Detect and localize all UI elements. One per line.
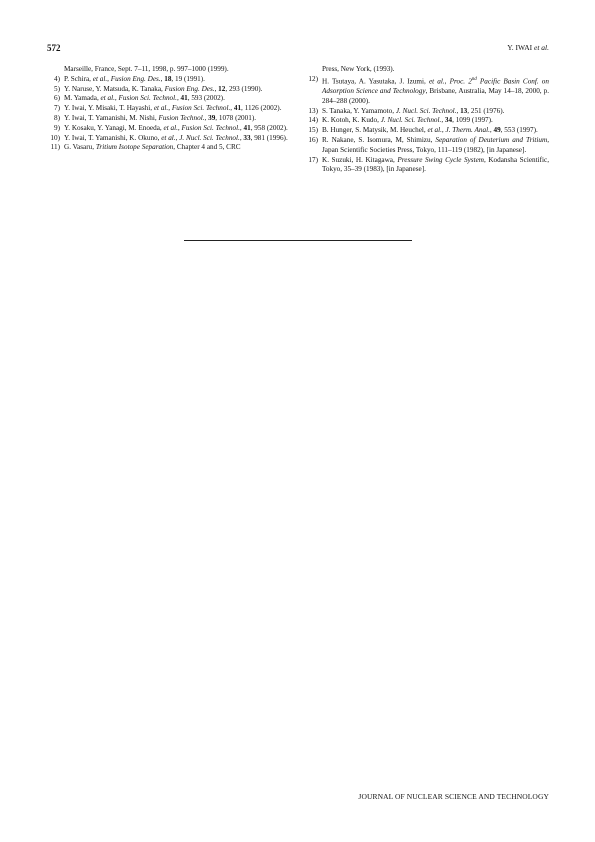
reference-text-segment: Y. Iwai, Y. Misaki, T. Hayashi, <box>64 104 154 113</box>
reference-text-segment: 18 <box>164 74 172 83</box>
reference-text-segment: Fusion Sci. Technol. <box>118 94 177 103</box>
reference-text <box>64 114 291 124</box>
reference-text-segment: 41 <box>180 94 188 103</box>
reference-text-segment: 49 <box>493 126 501 135</box>
reference-text-segment: , 293 (1990). <box>225 84 263 93</box>
reference-entry <box>47 124 291 134</box>
reference-text-segment: , <box>204 113 209 122</box>
reference-text-segment: 41 <box>233 104 242 113</box>
reference-text <box>322 75 549 107</box>
reference-number: 7) <box>54 104 60 113</box>
reference-text-segment: Press, New York, (1993). <box>322 65 395 73</box>
reference-text-segment: , <box>444 77 450 86</box>
reference-entry <box>47 114 291 124</box>
end-of-article-rule <box>184 240 412 241</box>
reference-text-segment: , 1099 (1997). <box>452 116 493 125</box>
reference-number <box>47 65 64 75</box>
reference-text-segment: Fusion Eng. Des. <box>164 84 215 93</box>
reference-text-segment: Fusion Eng. Des. <box>110 74 161 83</box>
reference-text-segment: 39 <box>208 113 216 122</box>
reference-text-segment: , <box>441 126 446 135</box>
reference-number: 8) <box>54 113 60 122</box>
reference-text-segment: , 593 (2002). <box>187 94 225 103</box>
reference-number: 17) <box>308 155 318 164</box>
reference-text <box>64 65 291 75</box>
reference-entry <box>305 126 549 136</box>
reference-entry <box>305 116 549 126</box>
reference-text-segment: Fusion Sci. Technol. <box>171 104 231 113</box>
reference-text-segment: , 981 (1996). <box>250 133 288 142</box>
reference-text-segment: R. Nakane, S. Isomura, M, Shimizu, <box>322 135 436 144</box>
reference-text-segment: Marseille, France, Sept. 7–11, 1998, p. 997–1000 (1999). <box>64 65 229 73</box>
reference-entry <box>305 107 549 117</box>
reference-number: 10) <box>50 133 60 142</box>
reference-text <box>64 75 291 85</box>
reference-text-segment: , <box>214 84 219 93</box>
reference-entry <box>305 75 549 107</box>
reference-number: 5) <box>54 84 60 93</box>
reference-entry <box>305 136 549 156</box>
reference-number: 11) <box>50 143 60 152</box>
reference-text-segment: et al. <box>428 77 445 86</box>
reference-text-segment: , <box>456 106 461 115</box>
reference-text-segment: , <box>168 104 172 113</box>
running-head-etal: et al. <box>534 43 549 52</box>
reference-text-segment: nd <box>471 76 477 82</box>
reference-text <box>64 85 291 95</box>
reference-text-segment: , <box>239 123 244 132</box>
journal-footer: JOURNAL OF NUCLEAR SCIENCE AND TECHNOLOGY <box>358 792 549 801</box>
reference-text-segment: et al. <box>92 74 108 83</box>
reference-text-segment: , <box>176 94 181 103</box>
reference-text-segment: P. Schira, <box>64 74 93 83</box>
reference-text-segment: , <box>489 126 494 135</box>
reference-text <box>64 104 291 114</box>
reference-text-segment: , 251 (1976). <box>467 106 505 115</box>
reference-text <box>64 143 291 153</box>
reference-text <box>64 94 291 104</box>
reference-entry <box>47 85 291 95</box>
reference-entry <box>47 65 291 75</box>
reference-text-segment: J. Nucl. Sci. Technol. <box>179 133 240 142</box>
reference-entry <box>305 156 549 176</box>
running-head-author: Y. IWAI <box>507 43 534 52</box>
reference-text-segment: M. Yamada, <box>64 94 101 103</box>
reference-number: 14) <box>308 116 318 125</box>
reference-number: 4) <box>54 74 60 83</box>
reference-text <box>64 134 291 144</box>
page-number: 572 <box>47 43 61 53</box>
reference-text-segment: J. Therm. Anal. <box>445 126 490 135</box>
reference-text-segment: , 553 (1997). <box>500 126 538 135</box>
reference-number: 12) <box>308 74 318 83</box>
reference-text-segment: Pressure Swing Cycle System <box>397 155 484 164</box>
reference-text-segment: Separation of Deuterium and Tritium <box>435 135 548 144</box>
reference-text-segment: , <box>441 116 445 125</box>
references-right-column <box>305 65 549 175</box>
reference-text-segment: 41 <box>243 123 251 132</box>
reference-text-segment: , Chapter 4 and 5, CRC <box>173 143 241 152</box>
reference-text-segment: G. Vasaru, <box>64 143 96 152</box>
reference-text-segment: 34 <box>444 116 453 125</box>
reference-entry <box>47 143 291 153</box>
reference-text-segment: S. Tanaka, Y. Yamamoto, <box>322 106 396 115</box>
reference-text-segment: , <box>230 104 234 113</box>
reference-number: 15) <box>308 126 318 135</box>
reference-text-segment: et al. <box>427 126 442 135</box>
reference-text-segment: H. Tsutaya, A. Yasutaka, J. Izumi, <box>322 77 429 86</box>
reference-text-segment: et al. <box>100 94 115 103</box>
reference-text-segment: , 19 (1991). <box>171 74 205 83</box>
reference-text-segment: , <box>107 74 111 83</box>
reference-text-segment: 13 <box>460 106 468 115</box>
running-head <box>507 43 549 52</box>
reference-text-segment: Y. Naruse, Y. Matsuda, K. Tanaka, <box>64 84 165 93</box>
reference-text-segment: Tritium Isotope Separation <box>95 143 174 152</box>
reference-entry <box>47 134 291 144</box>
reference-text <box>322 107 549 117</box>
reference-text-segment: K. Kotoh, K. Kudo, <box>322 116 381 125</box>
reference-number: 9) <box>54 123 60 132</box>
reference-number: 13) <box>308 106 318 115</box>
reference-number <box>305 65 322 75</box>
reference-entry <box>47 104 291 114</box>
reference-text-segment: Fusion Technol. <box>158 113 205 122</box>
reference-text-segment: , 1078 (2001). <box>215 113 257 122</box>
reference-text-segment: Proc. 2 <box>449 77 472 86</box>
reference-number: 16) <box>308 135 318 144</box>
reference-text-segment: , Brisbane, Australia, May 14–18, 2000, p. 284–288 (2000). <box>322 86 549 105</box>
reference-text-segment: Pacific Basin Conf. on Adsorption Science and Technology <box>322 77 549 95</box>
reference-entry <box>305 65 549 75</box>
reference-text-segment: , <box>160 74 165 83</box>
reference-text-segment: 12 <box>218 84 226 93</box>
reference-text-segment: , <box>239 133 244 142</box>
reference-text-segment: 33 <box>243 133 251 142</box>
reference-text-segment: et al. <box>161 133 176 142</box>
reference-text-segment: Y. Kosaku, Y. Yanagi, M. Enoeda, <box>64 123 164 132</box>
references-left-column <box>47 65 291 153</box>
reference-text-segment: et al. <box>163 123 178 132</box>
reference-text <box>322 136 549 156</box>
reference-text <box>322 126 549 136</box>
reference-entry <box>47 94 291 104</box>
reference-text <box>322 65 549 75</box>
reference-text-segment: B. Hunger, S. Matysik, M. Heuchel, <box>322 126 428 135</box>
reference-text-segment: J. Nucl. Sci. Technol. <box>395 106 457 115</box>
reference-text-segment: J. Nucl. Sci. Technol. <box>380 116 442 125</box>
reference-text <box>64 124 291 134</box>
reference-entry <box>47 75 291 85</box>
reference-text-segment: , <box>177 123 182 132</box>
reference-text-segment: , <box>114 94 119 103</box>
reference-text <box>322 116 549 126</box>
reference-text-segment: K. Suzuki, H. Kitagawa, <box>322 155 398 164</box>
reference-text-segment: Fusion Sci. Technol. <box>181 123 240 132</box>
reference-text-segment: Y. Iwai, T. Yamanishi, K. Okuno, <box>64 133 162 142</box>
reference-text-segment: , 1126 (2002). <box>241 104 282 113</box>
reference-text-segment: , Kodansha Scientific, Tokyo, 35–39 (1983), [in Japanese]. <box>322 155 549 174</box>
reference-number: 6) <box>54 94 60 103</box>
reference-text-segment: , 958 (2002). <box>250 123 288 132</box>
reference-text-segment: Y. Iwai, T. Yamanishi, M. Nishi, <box>64 113 159 122</box>
reference-text-segment: , <box>175 133 180 142</box>
reference-text-segment: et al. <box>153 104 169 113</box>
reference-text <box>322 156 549 176</box>
reference-text-segment: , Japan Scientific Societies Press, Tokyo, 111–119 (1982), [in Japanese]. <box>322 135 549 154</box>
